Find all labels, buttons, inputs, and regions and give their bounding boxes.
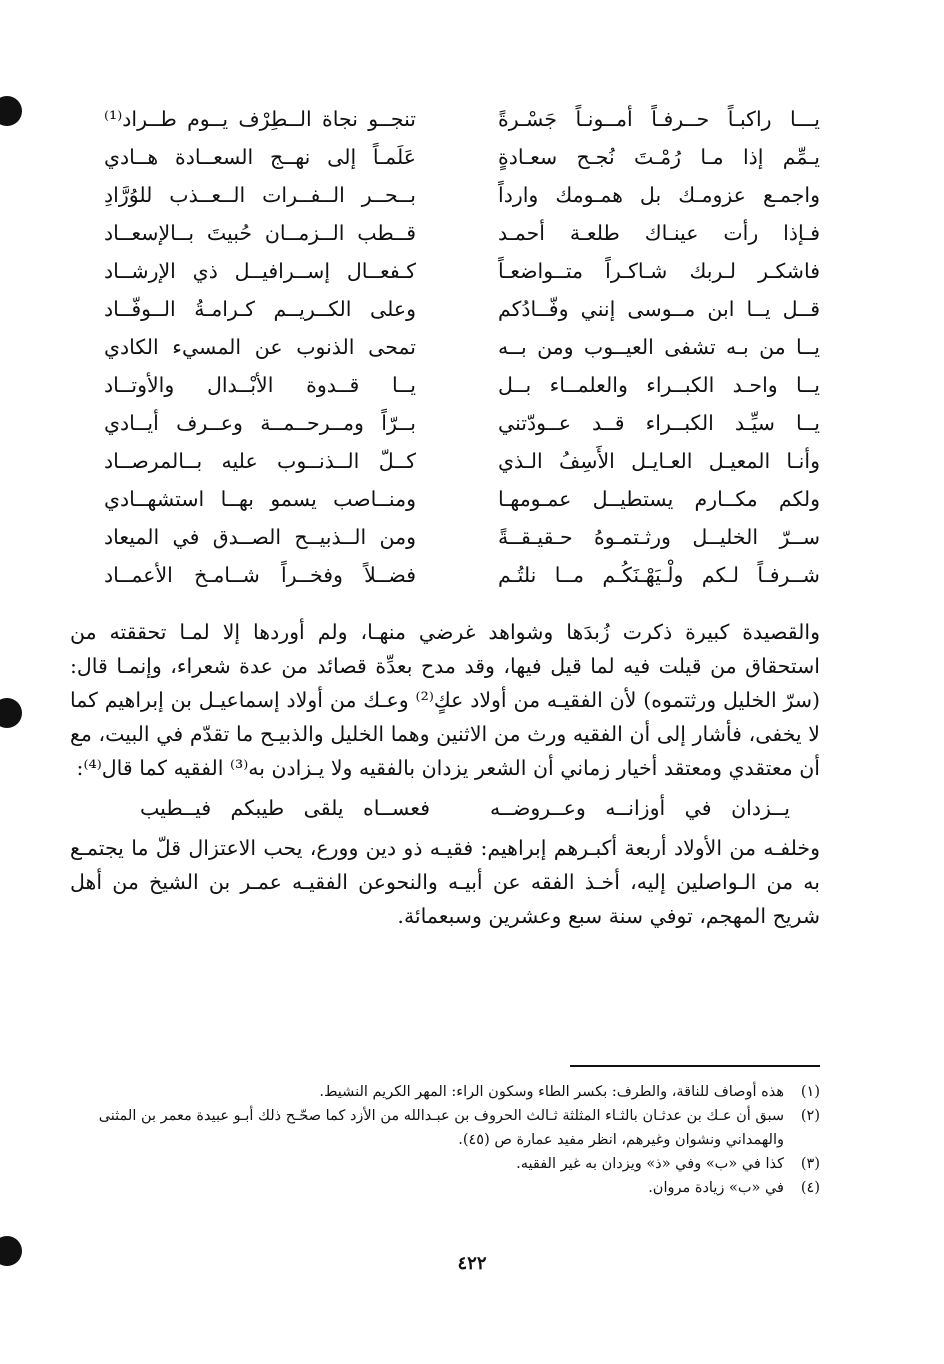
poem-verse xyxy=(70,366,820,404)
footnote-number: (٢) xyxy=(800,1108,820,1124)
poem-verse xyxy=(70,442,820,480)
verse-second-hemistich: عَلَمـاً إلى نهــج السعــادة هــادي xyxy=(104,145,416,169)
verse-first-hemistich: يــزدان في أوزانــه وعــروضــه xyxy=(490,796,790,820)
poem-verse xyxy=(70,480,820,518)
poem-verse xyxy=(70,290,820,328)
scan-hole-mark xyxy=(0,96,22,126)
poem-verse xyxy=(70,138,820,176)
poem xyxy=(70,100,820,605)
poem-verse xyxy=(70,100,820,138)
poem-verse xyxy=(70,328,820,366)
verse-second-hemistich: وعلى الكــريــم كـرامـةُ الــوفّــاد xyxy=(104,297,416,321)
verse-second-hemistich: بــرّاً ومــرحــمــة وعــرف أيــادي xyxy=(104,411,416,435)
verse-second-hemistich: فضــلاً وفخــراً شــامـخ الأعمــاد xyxy=(104,563,416,587)
quoted-verse xyxy=(70,785,820,831)
verse-first-hemistich: فاشكـر لـربك شـاكـراً متــواضعـاً xyxy=(498,259,820,283)
body-paragraph: والقصيدة كبيرة ذكرت زُبدَها وشواهد غرضي منهـا، ولم أوردها إلا لمـا تحققته من استحقاق من قيلت فيه لما قيل فيها، وقد مدح بعدِّة قصائد من عدة شعراء، وإنمـا قال: (سرّ الخليل ورثتموه) لأن الفقيـه من أولاد عكٍ⁽²⁾ وعـك من أولاد إسماعيـل بن إبراهيم كما لا يخفى، فأشار إلى أن الفقيه ورث من الاثنين وهما الخليل والذبيـح ما تقدّم في البيت، مع أن معتقدي ومعتقد أخيار زماني أن الشعر يزدان بالفقيه ولا يـزادن به⁽³⁾ الفقيه كما قال⁽⁴⁾: xyxy=(70,620,820,780)
scan-hole-mark xyxy=(0,698,22,728)
verse-first-hemistich: فـإذا رأت عينـاك طلعـة أحمـد xyxy=(498,221,820,245)
verse-first-hemistich: يـمِّم إذا مـا رُمْـتَ نُجـح سعـادةٍ xyxy=(498,145,820,169)
footnote-text: كذا في «ب» وفي «ذ» ويزدان به غير الفقيه. xyxy=(516,1156,784,1172)
verse-second-hemistich: كــلّ الــذنــوب عليه بــالمرصــاد xyxy=(104,449,416,473)
footnote-text: سبق أن عـك بن عدثـان بالثـاء المثلثة ثـالث الحروف بن عبـدالله من الأزد كما صحّـح ذلك أبـو عبيدة معمر بن المثنى والهمداني ونشوان وغيرهم، انظر مفيد عمارة ص (٤٥). xyxy=(98,1108,784,1148)
verse-second-hemistich: يــا قــدوة الأبْــدال والأوتــاد xyxy=(104,373,416,397)
footnote xyxy=(70,1176,820,1200)
verse-first-hemistich: قــل يــا ابن مــوسى إنني وفّــادُكم xyxy=(498,297,820,321)
verse-first-hemistich: يــا سيِّـد الكبــراء قــد عــودّتني xyxy=(498,411,820,435)
verse-first-hemistich: ســرّ الخليــل ورثـتمـوهُ حـقيـقــةً xyxy=(498,525,820,549)
page-body xyxy=(70,100,820,933)
verse-first-hemistich: وأنـا المعيـل العـايـل الأَسِفُ الـذي xyxy=(498,449,820,473)
poem-verse xyxy=(70,176,820,214)
verse-first-hemistich: واجمـع عزومـك بل همـومك وارداً xyxy=(498,183,820,207)
footnote-number: (٤) xyxy=(800,1180,820,1196)
verse-second-hemistich: تنجــو نجاة الــطِرْف يــوم طــراد⁽¹⁾ xyxy=(104,107,416,131)
verse-second-hemistich: فعســاه يلقى طيبكم فيــطيب xyxy=(140,796,430,820)
footnote xyxy=(70,1104,820,1152)
verse-second-hemistich: قــطب الــزمــان حُبيتَ بــالإسعــاد xyxy=(104,221,416,245)
verse-second-hemistich: بــحــر الــفــرات الــعــذب للوُرَّادِ xyxy=(104,183,416,207)
poem-verse xyxy=(70,556,820,594)
verse-second-hemistich: تمحى الذنوب عن المسيء الكادي xyxy=(104,335,416,359)
verse-second-hemistich: كـفعــال إســرافيــل ذي الإرشــاد xyxy=(104,259,416,283)
poem-verse xyxy=(70,214,820,252)
footnote-text: في «ب» زيادة مروان. xyxy=(648,1180,784,1196)
poem-verse xyxy=(70,252,820,290)
footnote-number: (٣) xyxy=(800,1156,820,1172)
footnote-number: (١) xyxy=(800,1084,820,1100)
footnote-separator xyxy=(570,1065,820,1067)
footnote xyxy=(70,1080,820,1104)
page-number: ٤٢٢ xyxy=(457,1253,487,1274)
footnote-text: هذه أوصاف للناقة، والطرف: بكسر الطاء وسكون الراء: المهر الكريم النشيط. xyxy=(319,1084,784,1100)
footnotes xyxy=(70,1080,820,1200)
verse-second-hemistich: ومنــاصب يسمو بهــا استشهــادي xyxy=(104,487,416,511)
verse-first-hemistich: يــا من بـه تشفى العيــوب ومن بــه xyxy=(498,335,820,359)
verse-first-hemistich: يــا واحـد الكبــراء والعلمــاء بــل xyxy=(498,373,820,397)
verse-first-hemistich: شــرفـاً لـكم ولْـيَهْـنَكُـم مــا نلتُـم xyxy=(498,563,820,587)
poem-verse xyxy=(70,518,820,556)
verse-first-hemistich: يـــا راكبـاً حــرفـاً أمــونـاً جَسْـرةً xyxy=(498,107,820,131)
body-paragraph: وخلفـه من الأولاد أربعة أكبـرهم إبراهيم: فقيـه ذو دين وورع، يحب الاعتزال قلّ ما يجتمـع به من الـواصلين إليه، أخـذ الفقه عن أبيـه والنحوعن الفقيـه عمـر بن الشيخ من أهل شريح المهجم، توفي سنة سبع وعشرين وسبعمائة. xyxy=(70,836,820,928)
verse-second-hemistich: ومن الــذبيــح الصــدق في الميعاد xyxy=(104,525,416,549)
verse-first-hemistich: ولكم مكــارم يستطيــل عمـومهـا xyxy=(498,487,820,511)
footnote xyxy=(70,1152,820,1176)
poem-verse xyxy=(70,404,820,442)
